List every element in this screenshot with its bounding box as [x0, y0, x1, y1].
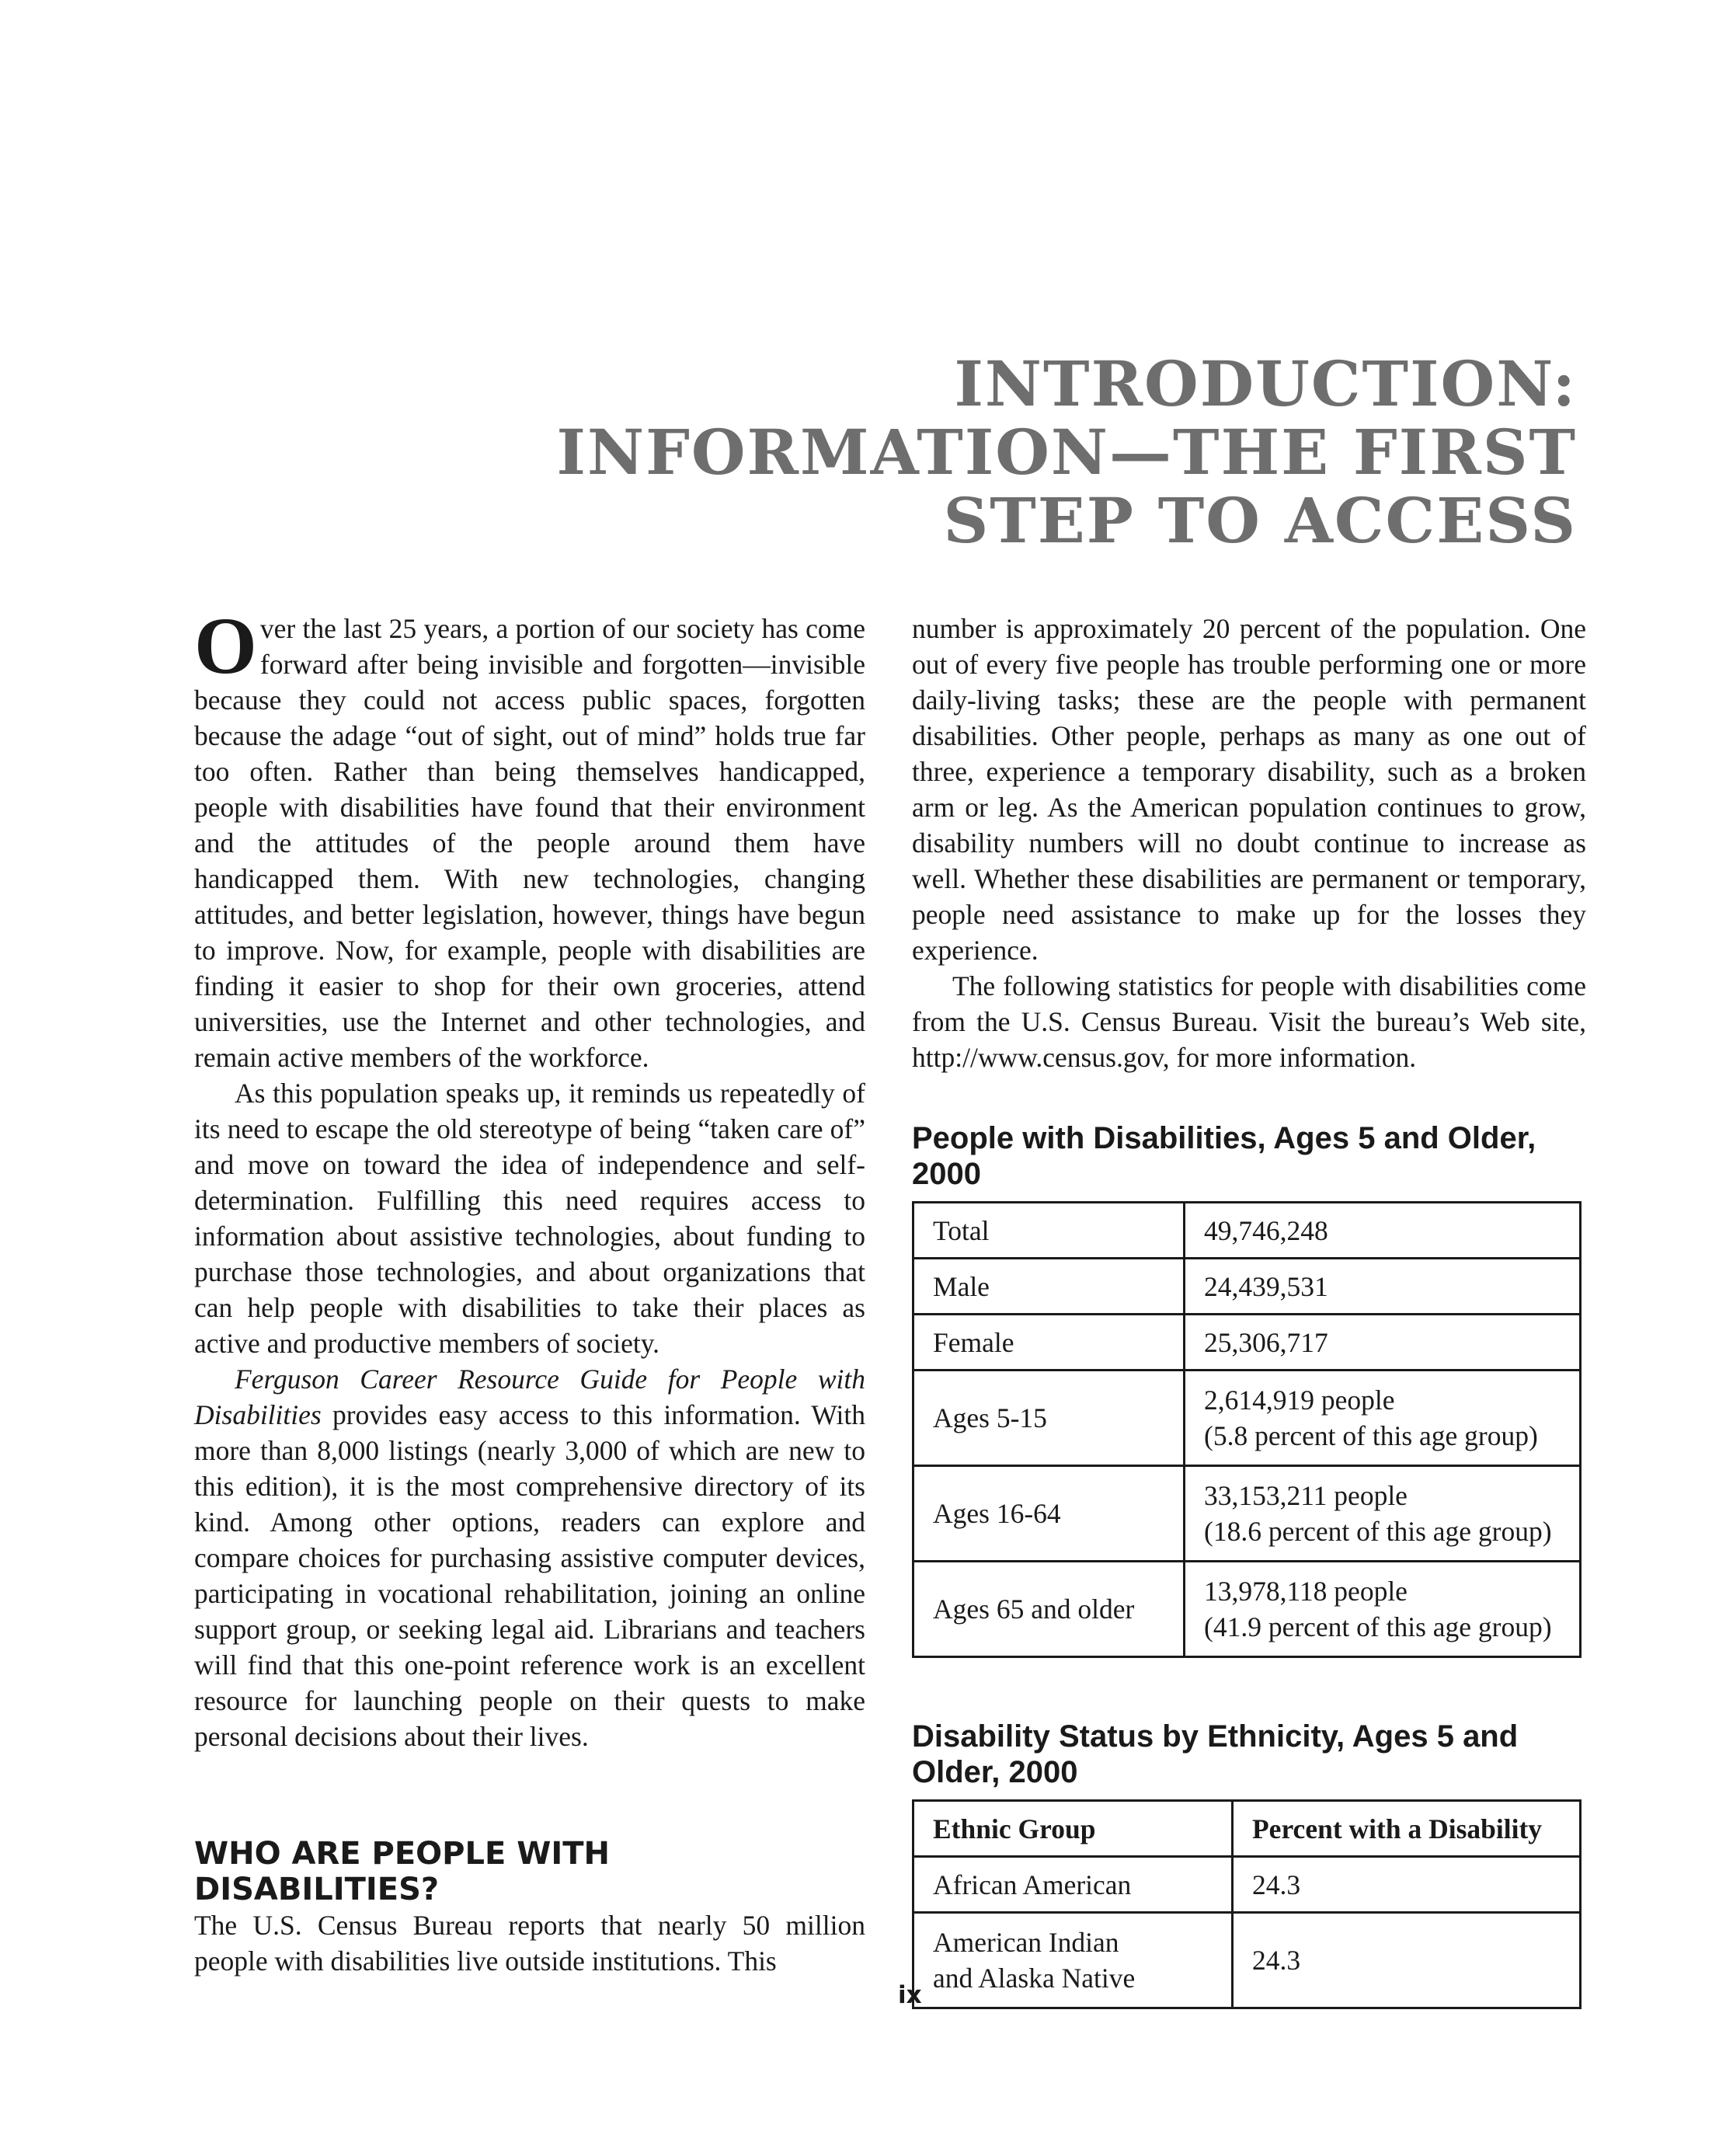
column-header-ethnic-group: Ethnic Group — [913, 1801, 1233, 1857]
right-paragraph-2: The following statistics for people with disabilities come from the U.S. Census Bureau. Visit the bureau’s Web site, http://www.census.gov, for more information. — [912, 970, 1586, 1073]
table-cell-label: Ages 5-15 — [913, 1371, 1185, 1466]
table-cell-group: African American — [913, 1857, 1233, 1913]
table-cell-percent: (18.6 percent of this age group) — [1204, 1516, 1552, 1547]
table-cell-value — [1185, 1371, 1581, 1466]
table-header-row — [913, 1801, 1581, 1857]
table-cell-value: 25,306,717 — [1185, 1315, 1581, 1371]
page-title — [556, 347, 1577, 557]
table-2-title: Disability Status by Ethnicity, Ages 5 and Older, 2000 — [912, 1719, 1519, 1789]
table-cell-percent: 24.3 — [1233, 1857, 1581, 1913]
table-cell-label: Ages 16-64 — [913, 1466, 1185, 1562]
disabilities-age-table — [912, 1201, 1582, 1658]
section-heading: WHO ARE PEOPLE WITH DISABILITIES? — [194, 1836, 610, 1907]
table-row — [913, 1203, 1581, 1259]
table-cell-group-line-2: and Alaska Native — [933, 1963, 1136, 1994]
right-paragraph-1: number is approximately 20 percent of the population. One out of every five people has trouble performing one or more daily-living tasks; these are the people with permanent disabilities. Other people, perhaps as many as one out of three, experience a temporary disability, such as a broken arm or leg. As the American population continues to grow, disability numbers will no doubt continue to increase as well. Whether these disabilities are permanent or temporary, people need assistance to make up for the losses they experience. — [912, 613, 1586, 966]
table-cell-value: 24,439,531 — [1185, 1259, 1581, 1315]
table-cell-count: 2,614,919 people — [1204, 1385, 1395, 1416]
title-line-3: STEP TO ACCESS — [943, 484, 1577, 557]
ethnicity-table — [912, 1799, 1582, 2009]
intro-paragraph-2: As this population speaks up, it reminds us repeatedly of its need to escape the old stereotype of being “taken care of” and move on toward the idea of independence and self-determination. Fulfilling this need requires access to information about assistive technologies, about funding to purchase those technologies, and about organizations that can help people with disabilities to take their places as active and productive members of society. — [194, 1078, 865, 1359]
column-header-percent: Percent with a Disability — [1233, 1801, 1581, 1857]
table-row — [913, 1466, 1581, 1562]
title-line-1: INTRODUCTION: — [954, 347, 1577, 420]
table-cell-count: 13,978,118 people — [1204, 1576, 1408, 1607]
table-cell-label: Female — [913, 1315, 1185, 1371]
intro-paragraph-1 — [194, 601, 865, 1075]
table-cell-label: Ages 65 and older — [913, 1562, 1185, 1657]
table-cell-label: Male — [913, 1259, 1185, 1315]
table-row — [913, 1371, 1581, 1466]
table-cell-percent: 24.3 — [1233, 1913, 1581, 2008]
table-row — [913, 1562, 1581, 1657]
table-row — [913, 1259, 1581, 1315]
left-column — [194, 601, 865, 1979]
title-line-2: INFORMATION—THE FIRST — [556, 416, 1577, 489]
table-cell-group — [913, 1913, 1233, 2008]
page-number: ix — [898, 1981, 922, 2009]
intro-paragraph-3-text: provides easy access to this information. With more than 8,000 listings (nearly 3,000 of which are new to this edition), it is the most comprehensive directory of its kind. Among other options, readers can explore and compare choices for purchasing assistive computer devices, participating in vocational rehabilitation, joining an online support group, or seeking legal aid. Librarians and teachers will find that this one-point reference work is an excellent resource for launching people on their quests to make personal decisions about their lives. — [194, 1399, 865, 1752]
table-cell-percent: (41.9 percent of this age group) — [1204, 1611, 1552, 1642]
table-1-title: People with Disabilities, Ages 5 and Older, 2000 — [912, 1121, 1536, 1191]
intro-paragraph-1-text: ver the last 25 years, a portion of our society has come forward after being invisible and forgotten—invisible because they could not access public spaces, forgotten because the adage “out of sight, out of mind” holds true far too often. Rather than being themselves handicapped, people with disabilities have found that their environment and the attitudes of the people around them have handicapped them. With new technologies, changing attitudes, and better legislation, however, things have begun to improve. Now, for example, people with disabilities are finding it easier to shop for their own groceries, attend universities, use the Internet and other technologies, and remain active members of the workforce. — [194, 613, 865, 1073]
intro-paragraph-3 — [194, 1361, 865, 1754]
table-cell-label: Total — [913, 1203, 1185, 1259]
table-cell-value: 49,746,248 — [1185, 1203, 1581, 1259]
table-cell-count: 33,153,211 people — [1204, 1480, 1408, 1511]
table-cell-value — [1185, 1562, 1581, 1657]
table-row — [913, 1857, 1581, 1913]
drop-cap: O — [194, 601, 257, 691]
table-row — [913, 1913, 1581, 2008]
section-paragraph-1: The U.S. Census Bureau reports that nearly 50 million people with disabilities live outside institutions. This — [194, 1910, 865, 1977]
table-cell-percent: (5.8 percent of this age group) — [1204, 1420, 1538, 1451]
table-cell-group-line-1: American Indian — [933, 1927, 1119, 1958]
table-row — [913, 1315, 1581, 1371]
right-column — [912, 611, 1586, 2009]
book-title: Ferguson Career Resource Guide for People with Disabilities — [194, 1364, 865, 1430]
table-cell-value — [1185, 1466, 1581, 1562]
